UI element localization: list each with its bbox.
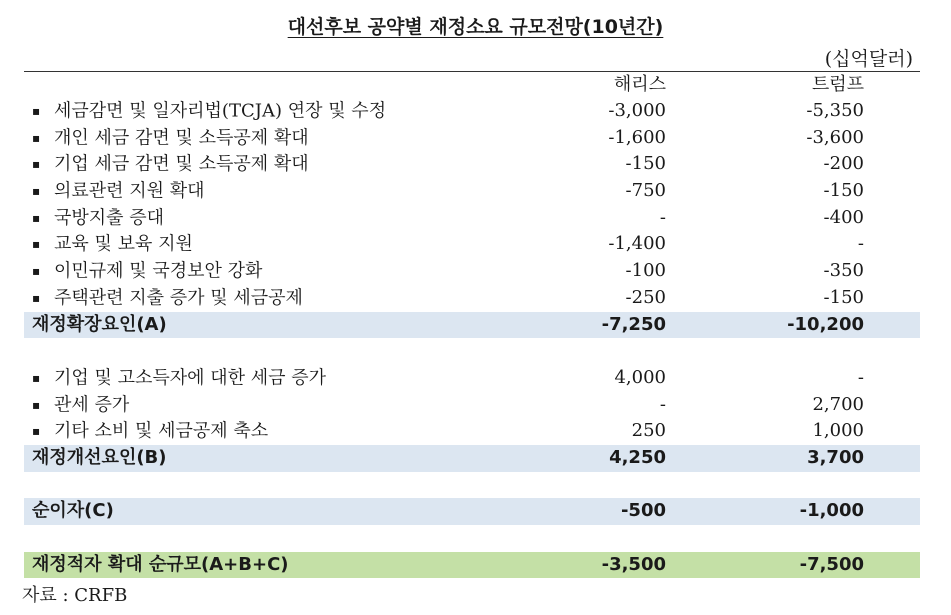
- row-label-text: 이민규제 및 국경보안 강화: [54, 260, 263, 282]
- interest-row: [24, 498, 920, 525]
- value-trump: -1,000: [799, 500, 864, 522]
- bullet-icon: ▪: [32, 264, 41, 279]
- source-note: 자료 : CRFB: [22, 585, 128, 606]
- row-label: [32, 552, 289, 579]
- value-harris: 4,250: [609, 446, 666, 468]
- column-header-trump: 트럼프: [811, 74, 864, 95]
- table-header-row: [24, 72, 920, 98]
- value-harris: -3,500: [601, 553, 666, 575]
- value-trump: -7,500: [799, 553, 864, 575]
- value-harris: -3,000: [608, 100, 666, 121]
- bullet-icon: ▪: [32, 184, 41, 199]
- unit-label: (십억달러): [824, 48, 913, 70]
- table-row: [24, 285, 920, 312]
- value-trump: -: [857, 233, 864, 255]
- value-harris: -7,250: [601, 313, 666, 335]
- table-row: [24, 231, 920, 258]
- row-label: [32, 285, 303, 312]
- row-label: [32, 231, 193, 258]
- table-row: [24, 178, 920, 205]
- value-trump: -150: [823, 286, 864, 308]
- value-harris: 250: [631, 420, 666, 442]
- value-trump: -400: [823, 206, 864, 228]
- spacer-row: [24, 525, 920, 552]
- total-row: [24, 552, 920, 579]
- table-row: [24, 205, 920, 232]
- value-harris: -750: [625, 180, 666, 202]
- value-trump: 1,000: [812, 420, 864, 442]
- table-row: [24, 418, 920, 445]
- value-harris: -500: [620, 500, 666, 522]
- value-trump: 3,700: [807, 446, 864, 468]
- row-label: [32, 392, 129, 419]
- row-label: [32, 418, 268, 445]
- row-label: [32, 498, 114, 525]
- row-label-text: 재정적자 확대 순규모(A+B+C): [32, 553, 289, 575]
- value-harris: 4,000: [614, 366, 666, 388]
- row-label-text: 국방지출 증대: [54, 207, 165, 229]
- row-label: [32, 151, 309, 178]
- column-header-harris: 해리스: [613, 74, 666, 95]
- value-harris: -1,600: [608, 126, 666, 148]
- row-label: [32, 205, 164, 232]
- row-label-text: 기업 세금 감면 및 소득공제 확대: [54, 153, 309, 175]
- row-label-text: 기업 및 고소득자에 대한 세금 증가: [54, 367, 327, 389]
- table-row: [24, 125, 920, 152]
- value-trump: -: [857, 366, 864, 388]
- row-label-text: 세금감면 및 일자리법(TCJA) 연장 및 수정: [54, 100, 387, 122]
- value-harris: -100: [625, 260, 666, 282]
- table-row: [24, 98, 920, 125]
- budget-table: [24, 72, 920, 578]
- row-label-text: 순이자(C): [32, 500, 114, 522]
- row-label-text: 교육 및 보육 지원: [54, 233, 193, 255]
- row-label-text: 의료관련 지원 확대: [54, 180, 205, 202]
- row-label-text: 주택관련 지출 증가 및 세금공제: [54, 287, 303, 309]
- row-label-text: 재정확장요인(A): [32, 313, 167, 335]
- value-trump: -200: [823, 153, 864, 175]
- summary-row: [24, 445, 920, 472]
- row-label: [32, 125, 309, 152]
- row-label-text: 개인 세금 감면 및 소득공제 확대: [54, 127, 309, 149]
- row-label: [32, 365, 326, 392]
- bullet-icon: ▪: [32, 237, 41, 252]
- value-trump: -150: [823, 180, 864, 202]
- value-trump: -10,200: [787, 313, 864, 335]
- bullet-icon: ▪: [32, 130, 41, 145]
- page-title: 대선후보 공약별 재정소요 규모전망(10년간): [287, 16, 664, 38]
- bullet-icon: ▪: [32, 210, 41, 225]
- row-label: [32, 98, 386, 125]
- spacer-row: [24, 472, 920, 499]
- bullet-icon: ▪: [32, 424, 41, 439]
- value-trump: -350: [823, 260, 864, 282]
- row-label-text: 기타 소비 및 세금공제 축소: [54, 420, 269, 442]
- value-harris: -250: [625, 286, 666, 308]
- table-row: [24, 365, 920, 392]
- table-row: [24, 151, 920, 178]
- row-label: [32, 178, 205, 205]
- value-harris: -1,400: [608, 233, 666, 255]
- value-trump: -5,350: [806, 100, 864, 121]
- row-label-text: 관세 증가: [54, 393, 130, 415]
- bullet-icon: ▪: [32, 104, 41, 118]
- bullet-icon: ▪: [32, 370, 41, 385]
- table-row: [24, 258, 920, 285]
- bullet-icon: ▪: [32, 157, 41, 172]
- value-harris: -150: [625, 153, 666, 175]
- value-harris: -: [659, 393, 666, 415]
- table-body: [24, 98, 920, 578]
- row-label: [32, 445, 167, 472]
- summary-row: [24, 312, 920, 339]
- spacer-row: [24, 338, 920, 365]
- row-label: [32, 312, 167, 339]
- row-label-text: 재정개선요인(B): [32, 446, 167, 468]
- value-trump: 2,700: [812, 393, 864, 415]
- bullet-icon: ▪: [32, 397, 41, 412]
- table-row: [24, 392, 920, 419]
- value-trump: -3,600: [806, 126, 864, 148]
- bullet-icon: ▪: [32, 290, 41, 305]
- row-label: [32, 258, 262, 285]
- value-harris: -: [659, 206, 666, 228]
